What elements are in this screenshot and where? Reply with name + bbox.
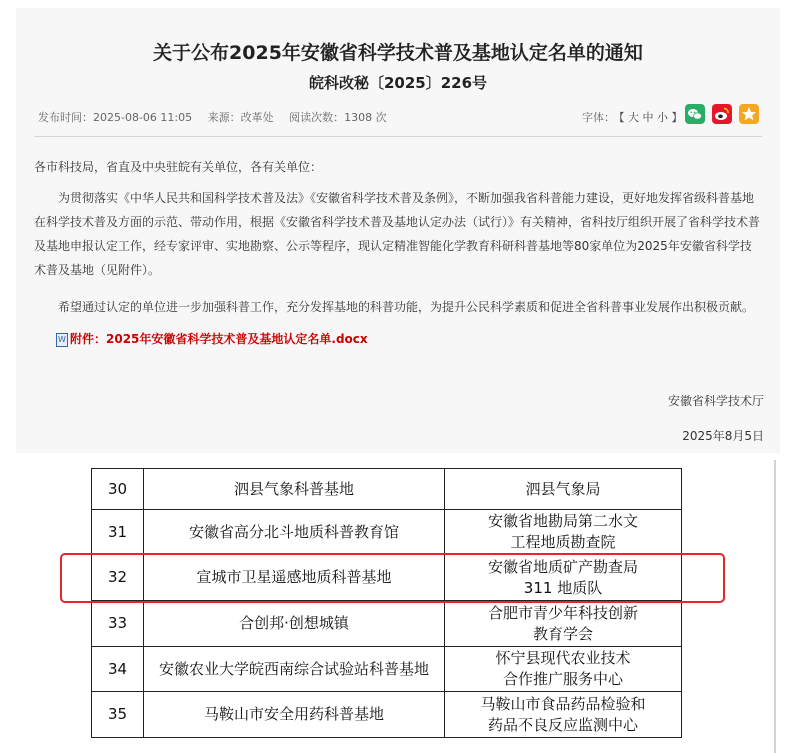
font-size-control [582,109,683,125]
row-number: 33 [92,601,144,647]
divider [34,136,762,137]
table-row [92,647,682,692]
org-line: 工程地质勘查院 [510,533,616,551]
table-row [92,469,682,510]
row-number: 32 [92,555,144,601]
row-number: 30 [92,469,144,510]
org-line: 马鞍山市食品药品检验和 [480,694,646,713]
base-org [445,647,682,692]
signature: 安徽省科学技术厅 [667,394,764,408]
base-org [445,469,682,510]
table-row [92,510,682,555]
salutation: 各市科技局，省直及中央驻皖有关单位，各有关单位： [34,160,323,174]
wechat-icon[interactable] [685,104,705,124]
publish-time: 发布时间：2025-08-06 11:05 [38,111,193,124]
base-name: 安徽省高分北斗地质科普教育馆 [144,510,445,555]
org-line: 安徽省地勘局第二水文 [487,512,638,530]
base-name: 马鞍山市安全用药科普基地 [144,692,445,738]
base-org [445,692,682,738]
document-number: 皖科改秘〔2025〕226号 [308,74,488,92]
weibo-icon[interactable] [712,104,732,124]
notice-meta [38,109,399,125]
org-line: 安徽省地质矿产勘查局 [487,557,638,576]
org-line: 药品不良反应监测中心 [487,715,638,734]
org-line: 泗县气象局 [525,479,601,498]
attachment-label[interactable]: 附件：2025年安徽省科学技术普及基地认定名单.docx [70,332,368,346]
org-line: 311 地质队 [523,578,603,597]
org-line: 合肥市青少年科技创新 [487,603,638,622]
body-paragraph-2: 希望通过认定的单位进一步加强科普工作，充分发挥基地的科普功能，为提升公民科学素质和促进全省科普事业发展作出积极贡献。 [58,300,755,314]
base-name: 合创邦·创想城镇 [144,601,445,647]
source: 来源：改革处 [207,111,274,124]
org-line: 教育学会 [532,624,593,643]
view-count: 阅读次数：1308 次 [289,111,387,124]
star-icon[interactable] [739,104,759,124]
row-number: 34 [92,647,144,692]
base-org [445,601,682,647]
org-line: 合作推广服务中心 [502,670,623,688]
base-org [445,510,682,555]
base-name: 宣城市卫星遥感地质科普基地 [144,555,445,601]
body-paragraph-1: 为贯彻落实《中华人民共和国科学技术普及法》《安徽省科学技术普及条例》，不断加强我省科普能力建设，更好地发挥省级科普基地在科学技术普及方面的示范、带动作用，根据《安徽省科学技术普及基地认定办法（试行）》有关精神，省科技厅组织开展了省科学技术普及基地申报认定工作，经专家评审、实地勘察、公示等程序，现认定精准智能化学教育科研科普基地等80家单位为2025年安徽省科学技术普及基地（见附件）。 [34,191,761,277]
attachment-link[interactable] [56,330,368,347]
list-table-excerpt [0,460,796,753]
font-size-label: 字体： [582,111,615,124]
highlight-box [60,553,725,603]
row-number: 35 [92,692,144,738]
date: 2025年8月5日 [682,429,764,443]
table-row [92,692,682,738]
word-file-icon: W [56,333,68,347]
base-name: 泗县气象科普基地 [144,469,445,510]
notice-title: 关于公布2025年安徽省科学技术普及基地认定名单的通知 [153,42,643,64]
base-list-table [91,468,682,738]
row-number: 31 [92,510,144,555]
scrollbar-edge [774,460,776,753]
table-row [92,601,682,647]
org-line: 怀宁县现代农业技术 [495,649,631,667]
base-name: 安徽农业大学皖西南综合试验站科普基地 [144,647,445,692]
notice-panel [16,8,780,453]
font-size-options[interactable]: 【 大 中 小 】 [619,111,683,124]
